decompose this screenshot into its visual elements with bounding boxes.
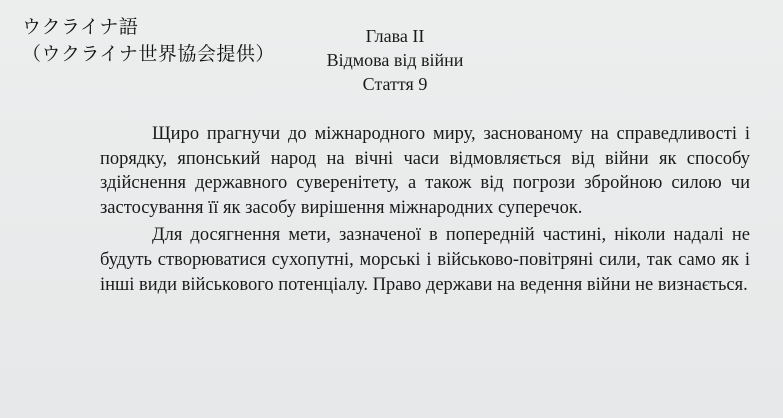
article-number: Стаття 9 bbox=[362, 74, 428, 94]
chapter-heading bbox=[290, 24, 500, 96]
article-paragraph-2: Для досягнення мети, зазначеної в попередній частині, ніколи надалі не будуть створюватися сухопутні, морські і військово-повітряні сили, так само як і інші види військового потенціалу. Право держави на ведення війни не визнається. bbox=[100, 225, 750, 295]
article-body bbox=[100, 122, 750, 297]
language-label-title: ウクライナ語 bbox=[22, 16, 139, 38]
language-label-source: （ウクライナ世界協会提供） bbox=[22, 43, 275, 65]
article-paragraph-1: Щиро прагнучи до міжнародного миру, заснованому на справедливості і порядку, японський народ на вічні часи відмовляється від війни як способу здійснення державного суверенітету, а також від погрози збройною силою чи застосування її як засобу вирішення міжнародних суперечок. bbox=[100, 124, 750, 218]
language-label bbox=[22, 14, 275, 68]
chapter-title: Відмова від війни bbox=[326, 50, 464, 70]
chapter-number: Глава II bbox=[365, 26, 425, 46]
